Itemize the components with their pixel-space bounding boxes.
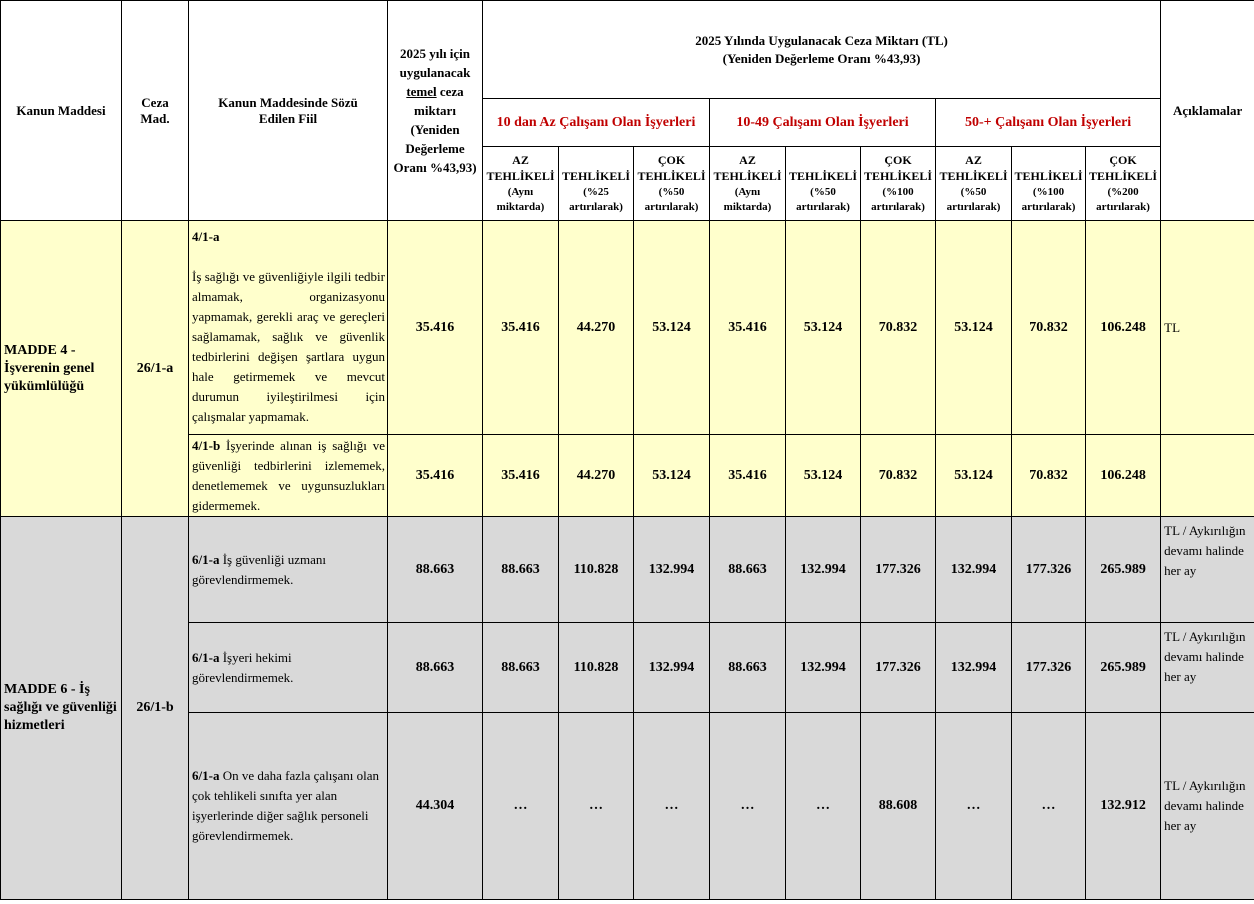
article-code: 6/1-a [192, 551, 220, 567]
penalty-value-cell: 177.326 [861, 517, 936, 623]
penalty-value-cell: 88.608 [861, 713, 936, 900]
madde-cell: MADDE 6 - İş sağlığı ve güvenliği hizmetleri [1, 517, 122, 900]
group-header-small: 10 dan Az Çalışanı Olan İşyerleri [483, 99, 710, 147]
penalty-value-cell: 53.124 [634, 435, 710, 517]
madde-cell: MADDE 4 - İşverenin genel yükümlülüğü [1, 221, 122, 517]
penalty-value-cell: 53.124 [936, 435, 1012, 517]
penalty-value-cell: … [1012, 713, 1086, 900]
aciklama-cell: TL / Aykırılığın devamı halinde her ay [1161, 623, 1254, 713]
penalty-value-cell: 88.663 [710, 517, 786, 623]
penalty-value-cell: … [559, 713, 634, 900]
sub-header-5: ÇOK TEHLİKELİ (%100 artırılarak) [861, 147, 936, 221]
penalty-value-cell: 132.994 [634, 517, 710, 623]
sub-header-3: AZ TEHLİKELİ (Aynı miktarda) [710, 147, 786, 221]
sub-header-4: TEHLİKELİ (%50 artırılarak) [786, 147, 861, 221]
table-row [1, 713, 1254, 900]
article-text: İş sağlığı ve güvenliğiyle ilgili tedbir almamak, organizasyonu yapmamak, gerekli araç ve gereçleri sağlamamak, sağlık ve güvenlik tedbirlerini değişen şartlara uygun hale getirmemek ve mevcut durumun iyileştirilmesi için çalışmalar yapmamak. [192, 269, 385, 424]
fiil-cell [189, 623, 388, 713]
penalty-value-cell: 132.994 [936, 517, 1012, 623]
temel-ceza-cell: 35.416 [388, 435, 483, 517]
penalty-value-cell: 106.248 [1086, 435, 1161, 517]
header-ceza-title: 2025 Yılında Uygulanacak Ceza Miktarı (TL) (Yeniden Değerleme Oranı %43,93) [483, 1, 1161, 99]
aciklama-cell: TL / Aykırılığın devamı halinde her ay [1161, 713, 1254, 900]
fiil-cell [189, 221, 388, 435]
penalty-value-cell: 70.832 [861, 221, 936, 435]
penalty-value-cell: 88.663 [710, 623, 786, 713]
penalty-value-cell: 44.270 [559, 221, 634, 435]
article-text: İşyeri hekimi görevlendirmemek. [192, 649, 294, 685]
fiil-cell [189, 713, 388, 900]
penalty-value-cell: 265.989 [1086, 623, 1161, 713]
penalty-value-cell: 70.832 [861, 435, 936, 517]
sub-header-7: TEHLİKELİ (%100 artırılarak) [1012, 147, 1086, 221]
penalty-value-cell: … [936, 713, 1012, 900]
sub-header-6: AZ TEHLİKELİ (%50 artırılarak) [936, 147, 1012, 221]
penalty-value-cell: 35.416 [483, 221, 559, 435]
penalty-value-cell: 132.994 [634, 623, 710, 713]
article-code: 4/1-a [192, 229, 220, 244]
penalty-value-cell: 88.663 [483, 517, 559, 623]
penalty-value-cell: 35.416 [483, 435, 559, 517]
aciklama-cell [1161, 435, 1254, 517]
group-header-large: 50-+ Çalışanı Olan İşyerleri [936, 99, 1161, 147]
aciklama-cell: TL [1161, 221, 1254, 435]
sub-header-1: TEHLİKELİ (%25 artırılarak) [559, 147, 634, 221]
article-code: 4/1-b [192, 437, 221, 453]
penalty-value-cell: 110.828 [559, 623, 634, 713]
penalty-value-cell: … [483, 713, 559, 900]
penalty-value-cell: … [634, 713, 710, 900]
penalty-value-cell: 70.832 [1012, 435, 1086, 517]
sub-header-8: ÇOK TEHLİKELİ (%200 artırılarak) [1086, 147, 1161, 221]
sub-header-2: ÇOK TEHLİKELİ (%50 artırılarak) [634, 147, 710, 221]
penalty-value-cell: 110.828 [559, 517, 634, 623]
sub-header-0: AZ TEHLİKELİ (Aynı miktarda) [483, 147, 559, 221]
penalty-value-cell: 132.912 [1086, 713, 1161, 900]
header-temel-ceza: 2025 yılı için uygulanacak temel ceza miktarı (Yeniden Değerleme Oranı %43,93) [388, 1, 483, 221]
penalty-value-cell: 53.124 [786, 435, 861, 517]
fiil-cell [189, 517, 388, 623]
temel-ceza-cell: 88.663 [388, 517, 483, 623]
penalty-value-cell: 35.416 [710, 435, 786, 517]
group-header-medium: 10-49 Çalışanı Olan İşyerleri [710, 99, 936, 147]
temel-ceza-cell: 44.304 [388, 713, 483, 900]
penalty-value-cell: 53.124 [936, 221, 1012, 435]
header-fiil: Kanun Maddesinde Sözü Edilen Fiil [189, 1, 388, 221]
table-row [1, 221, 1254, 435]
penalty-value-cell: 70.832 [1012, 221, 1086, 435]
header-ceza-mad: Ceza Mad. [122, 1, 189, 221]
penalty-value-cell: 177.326 [1012, 623, 1086, 713]
article-text: On ve daha fazla çalışanı olan çok tehlikeli sınıfta yer alan işyerlerinde diğer sağlık personeli görevlendirmemek. [192, 768, 379, 843]
table-row [1, 435, 1254, 517]
penalty-value-cell: 35.416 [710, 221, 786, 435]
table-row [1, 517, 1254, 623]
penalty-value-cell: 132.994 [786, 517, 861, 623]
temel-ceza-cell: 88.663 [388, 623, 483, 713]
header-kanun-maddesi: Kanun Maddesi [1, 1, 122, 221]
penalty-value-cell: 265.989 [1086, 517, 1161, 623]
penalty-value-cell: 132.994 [786, 623, 861, 713]
penalty-value-cell: … [710, 713, 786, 900]
penalty-value-cell: 53.124 [786, 221, 861, 435]
penalty-value-cell: 44.270 [559, 435, 634, 517]
penalty-value-cell: 106.248 [1086, 221, 1161, 435]
ceza-mad-cell: 26/1-a [122, 221, 189, 517]
temel-ceza-cell: 35.416 [388, 221, 483, 435]
penalty-value-cell: … [786, 713, 861, 900]
penalty-value-cell: 132.994 [936, 623, 1012, 713]
table-row [1, 623, 1254, 713]
article-code: 6/1-a [192, 768, 220, 783]
penalty-value-cell: 53.124 [634, 221, 710, 435]
aciklama-cell: TL / Aykırılığın devamı halinde her ay [1161, 517, 1254, 623]
penalty-value-cell: 88.663 [483, 623, 559, 713]
article-code: 6/1-a [192, 649, 220, 665]
penalty-value-cell: 177.326 [861, 623, 936, 713]
header-aciklamalar: Açıklamalar [1161, 1, 1254, 221]
ceza-mad-cell: 26/1-b [122, 517, 189, 900]
article-text: İş güvenliği uzmanı görevlendirmemek. [192, 551, 326, 587]
penalty-value-cell: 177.326 [1012, 517, 1086, 623]
fiil-cell [189, 435, 388, 517]
article-text: İşyerinde alınan iş sağlığı ve güvenliği tedbirlerini izlememek, denetlememek ve uygunsuzlukları gidermemek. [192, 437, 386, 513]
